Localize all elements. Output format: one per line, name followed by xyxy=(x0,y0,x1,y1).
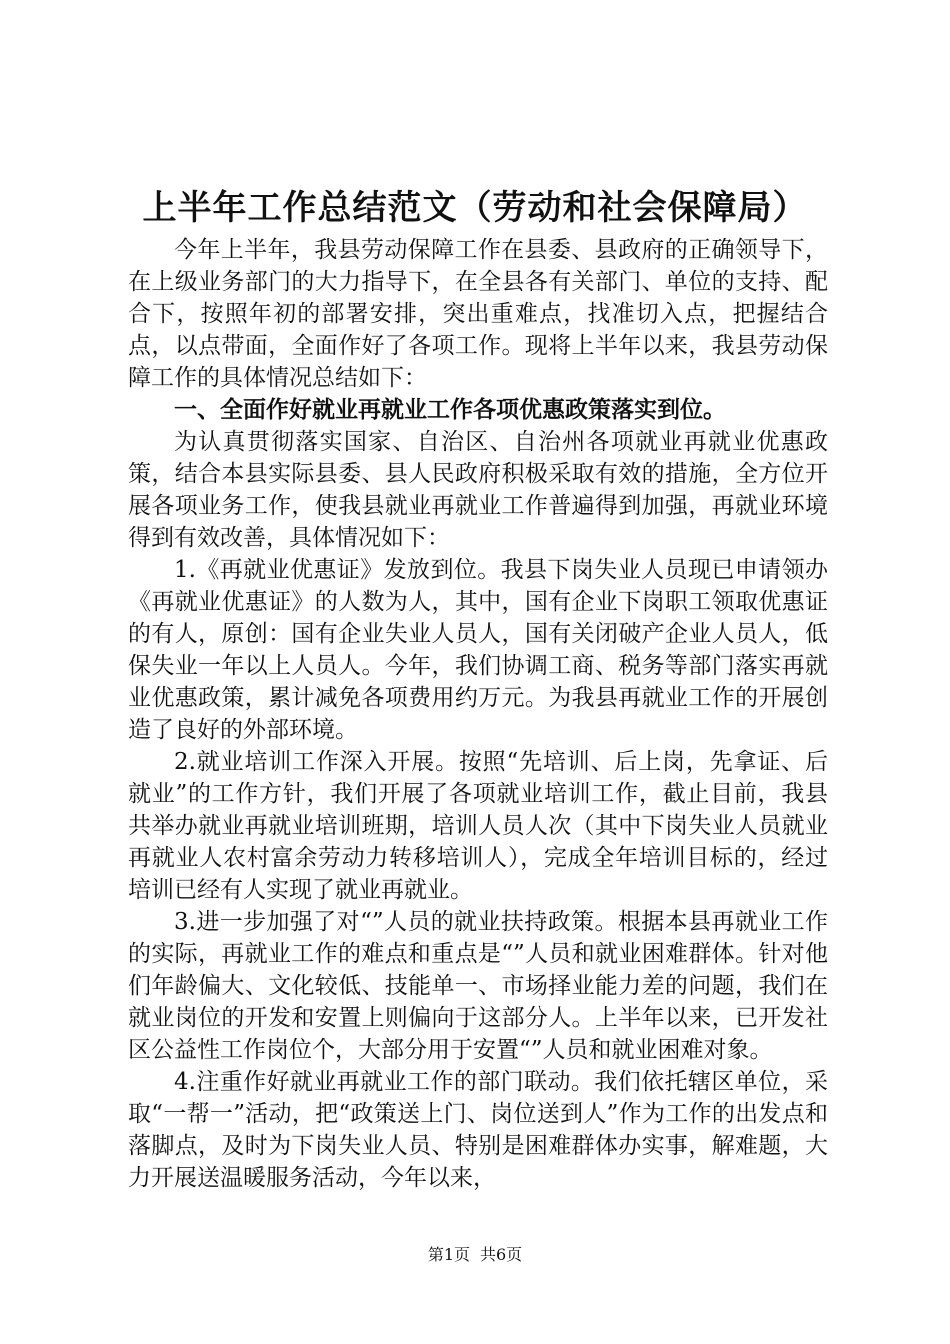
document-body xyxy=(128,234,828,1194)
section-heading: 一、全面作好就业再就业工作各项优惠政策落实到位。 xyxy=(174,397,726,423)
item-1-paragraph: 1.《再就业优惠证》发放到位。我县下岗失业人员现已申请领办《再就业优惠证》的人数为人，其中，国有企业下岗职工领取优惠证的有人，原创：国有企业失业人员人，国有关闭破产企业人员人，低保失业一年以上人员人。今年，我们协调工商、税务等部门落实再就业优惠政策，累计减免各项费用约万元。为我县再就业工作的开展创造了良好的外部环境。 xyxy=(128,557,828,743)
page-total: 共6页 xyxy=(480,1245,523,1264)
section-intro-paragraph: 为认真贯彻落实国家、自治区、自治州各项就业再就业优惠政策，结合本县实际县委、县人民政府积极采取有效的措施，全方位开展各项业务工作，使我县就业再就业工作普遍得到加强，再就业环境得到有效改善，具体情况如下： xyxy=(128,429,828,551)
intro-paragraph: 今年上半年，我县劳动保障工作在县委、县政府的正确领导下，在上级业务部门的大力指导下，在全县各有关部门、单位的支持、配合下，按照年初的部署安排，突出重难点，找准切入点，把握结合点，以点带面，全面作好了各项工作。现将上半年以来，我县劳动保障工作的具体情况总结如下： xyxy=(128,237,828,391)
page-number: 第1页 xyxy=(427,1245,470,1264)
item-2-paragraph: 2.就业培训工作深入开展。按照“先培训、后上岗，先拿证、后就业”的工作方针，我们开展了各项就业培训工作，截止目前，我县共举办就业再就业培训班期，培训人员人次（其中下岗失业人员就业再就业人农村富余劳动力转移培训人），完成全年培训目标的，经过培训已经有人实现了就业再就业。 xyxy=(128,749,828,903)
page-footer xyxy=(0,1243,950,1267)
item-3-paragraph: 3.进一步加强了对“”人员的就业扶持政策。根据本县再就业工作的实际，再就业工作的难点和重点是“”人员和就业困难群体。针对他们年龄偏大、文化较低、技能单一、市场择业能力差的问题，我们在就业岗位的开发和安置上则偏向于这部分人。上半年以来，已开发社区公益性工作岗位个，大部分用于安置“”人员和就业困难对象。 xyxy=(128,909,828,1063)
item-4-paragraph: 4.注重作好就业再就业工作的部门联动。我们依托辖区单位，采取“一帮一”活动，把“政策送上门、岗位送到人”作为工作的出发点和落脚点，及时为下岗失业人员、特别是困难群体办实事，解难题，大力开展送温暖服务活动，今年以来， xyxy=(128,1069,828,1191)
document-title: 上半年工作总结范文（劳动和社会保障局） xyxy=(142,188,808,228)
